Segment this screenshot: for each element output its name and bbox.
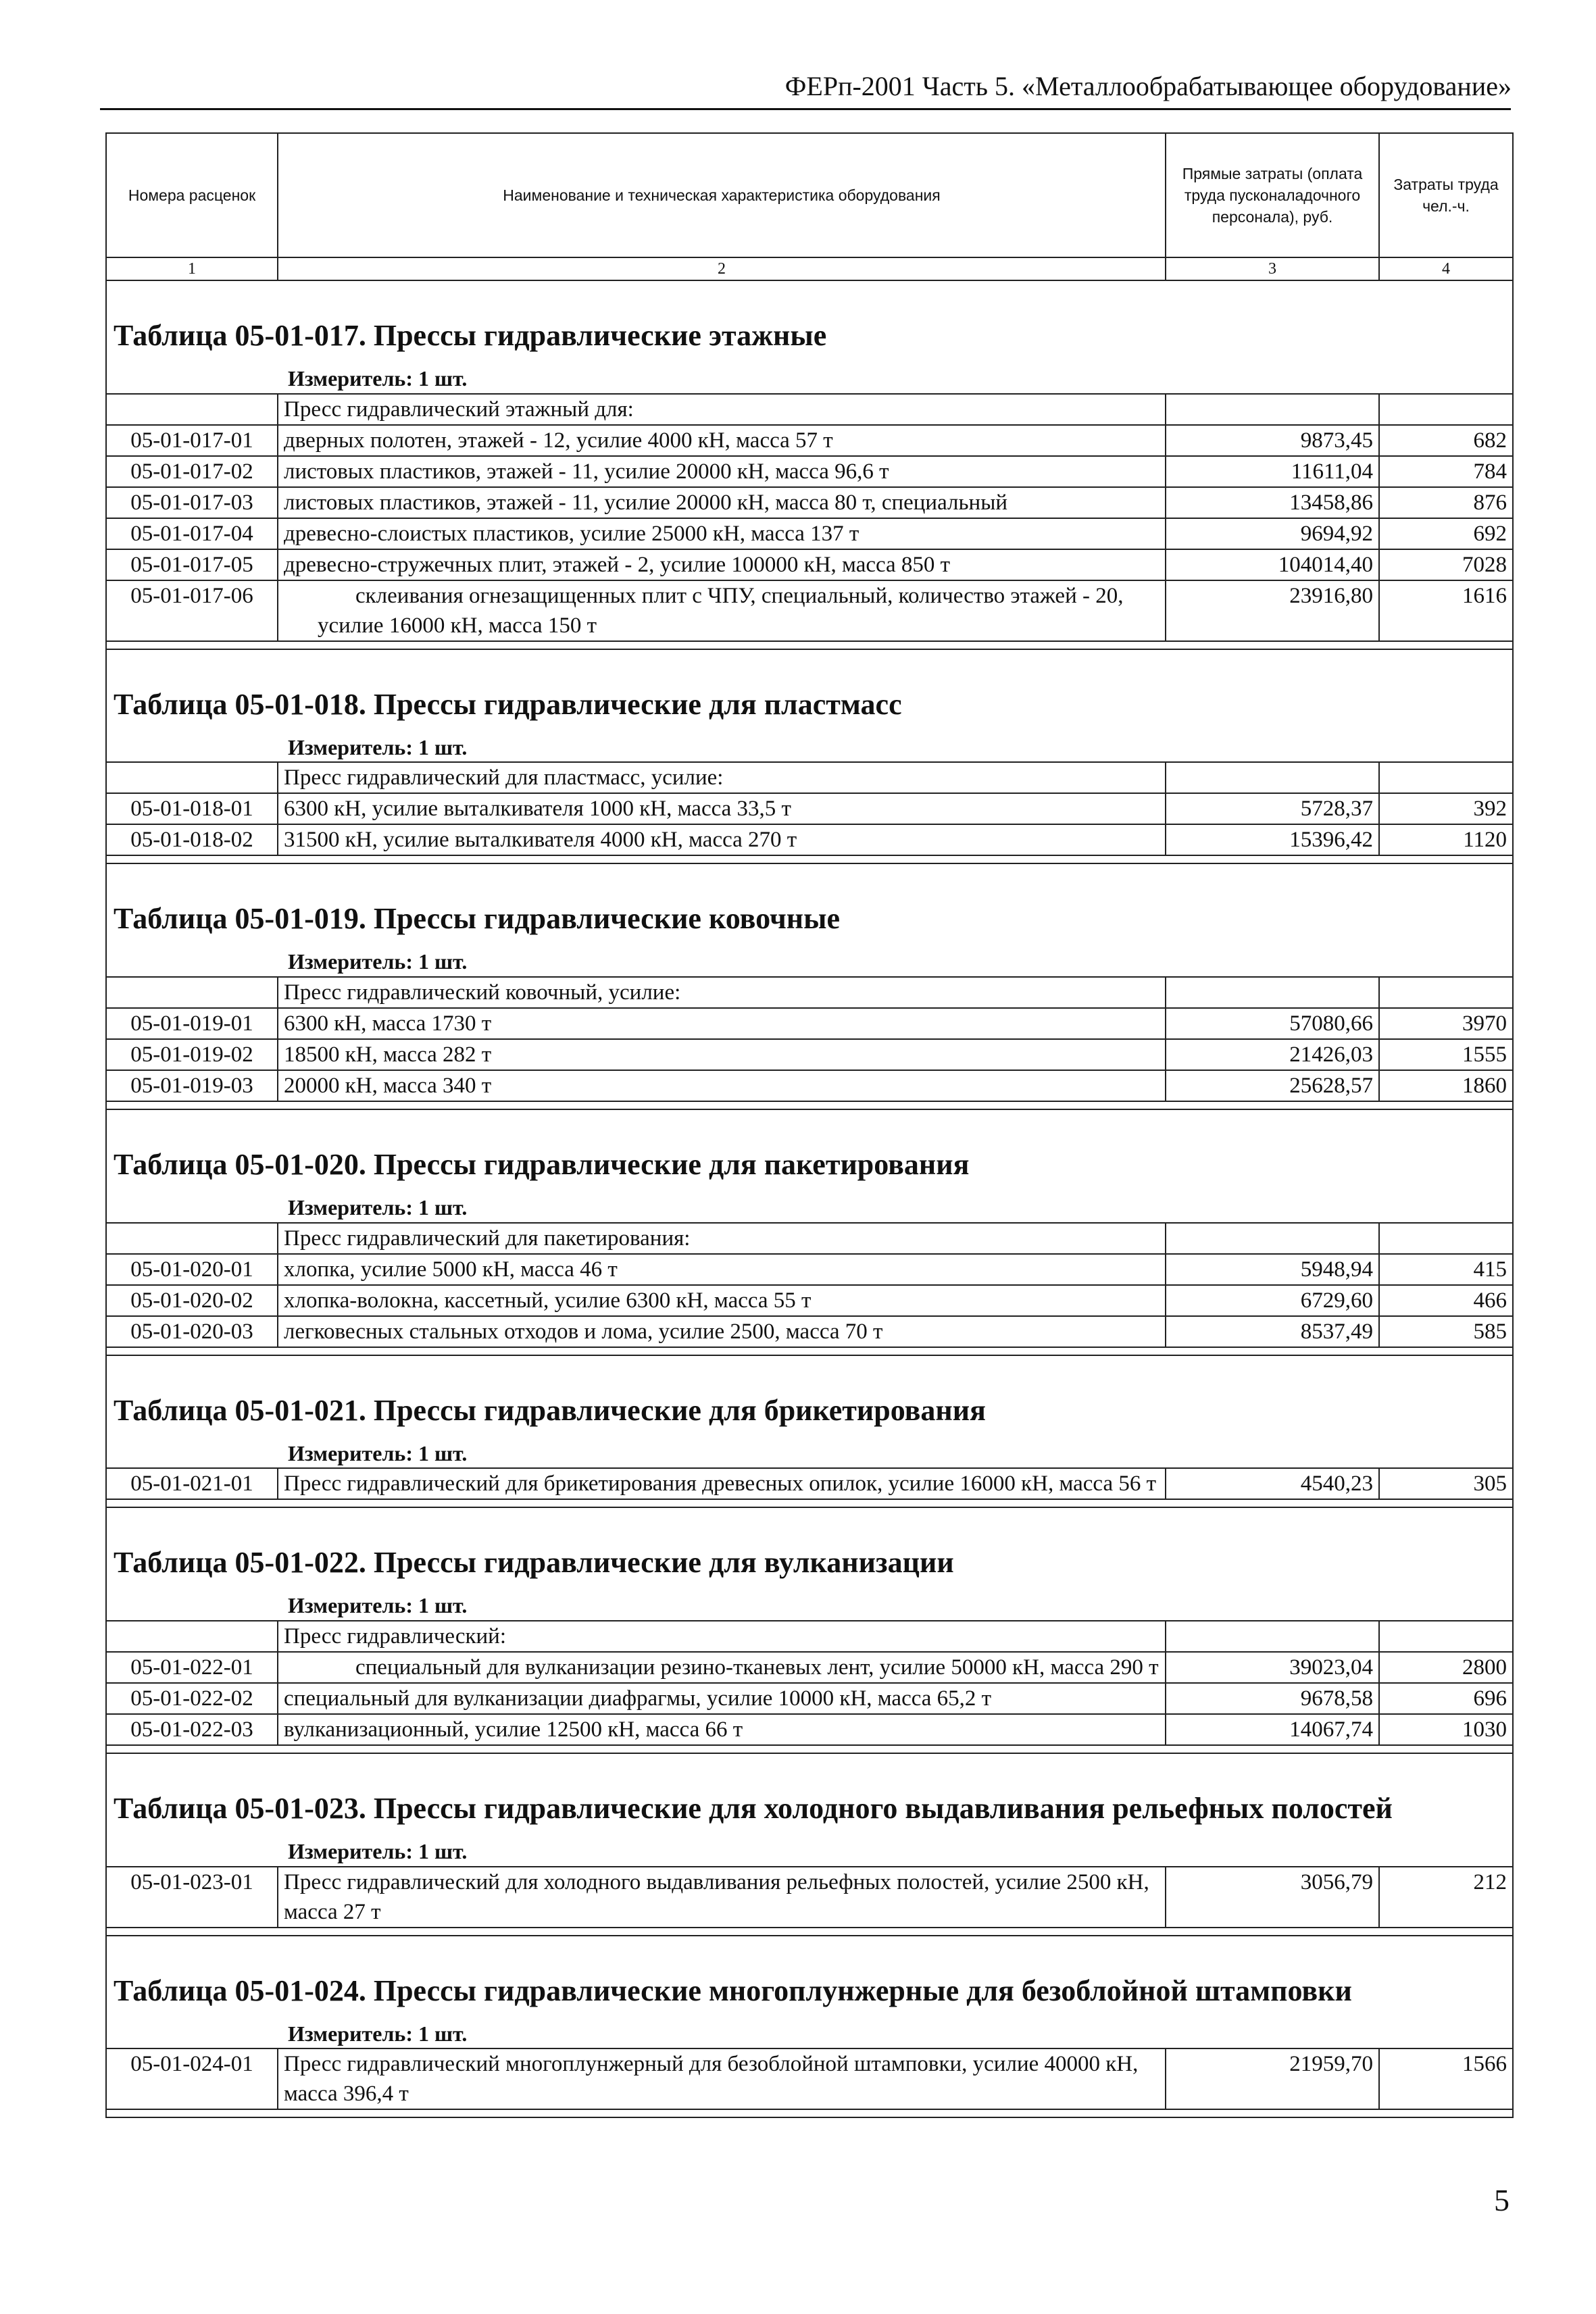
direct-cost: 6729,60 xyxy=(1166,1285,1379,1316)
section-title: Таблица 05-01-024. Прессы гидравлические многоплунжерные для безоблойной штамповки xyxy=(106,1936,1513,2020)
group-cost-empty xyxy=(1166,1223,1379,1254)
direct-cost: 21426,03 xyxy=(1166,1039,1379,1070)
equipment-description: Пресс гидравлический многоплунжерный для безоблойной штамповки, усилие 40000 кН, масса 396,4 т xyxy=(278,2048,1166,2109)
group-code-empty xyxy=(106,1223,278,1254)
section-unit: Измеритель: 1 шт. xyxy=(106,1592,1513,1621)
group-code-empty xyxy=(106,762,278,793)
column-number-row xyxy=(106,257,1513,280)
group-cost-empty xyxy=(1166,1621,1379,1652)
equipment-description: 6300 кН, масса 1730 т xyxy=(278,1008,1166,1039)
labor-cost: 585 xyxy=(1379,1316,1513,1347)
section-title-row xyxy=(106,1753,1513,1838)
section-title: Таблица 05-01-021. Прессы гидравлические для брикетирования xyxy=(106,1355,1513,1440)
group-cost-empty xyxy=(1166,762,1379,793)
direct-cost: 57080,66 xyxy=(1166,1008,1379,1039)
labor-cost: 784 xyxy=(1379,456,1513,487)
rate-code: 05-01-022-03 xyxy=(106,1714,278,1745)
column-header-name: Наименование и техническая характеристика оборудования xyxy=(278,133,1166,257)
labor-cost: 2800 xyxy=(1379,1652,1513,1683)
rate-code: 05-01-020-01 xyxy=(106,1254,278,1285)
section-title-row xyxy=(106,280,1513,365)
table-row xyxy=(106,1468,1513,1499)
labor-cost: 1566 xyxy=(1379,2048,1513,2109)
labor-cost: 212 xyxy=(1379,1867,1513,1928)
section-title: Таблица 05-01-019. Прессы гидравлические ковочные xyxy=(106,863,1513,948)
price-table-body xyxy=(106,133,1513,2117)
section-unit-row xyxy=(106,948,1513,977)
group-heading-row xyxy=(106,762,1513,793)
equipment-description: 6300 кН, усилие выталкивателя 1000 кН, масса 33,5 т xyxy=(278,793,1166,824)
group-heading: Пресс гидравлический этажный для: xyxy=(278,394,1166,425)
section-unit-row xyxy=(106,1592,1513,1621)
equipment-description: специальный для вулканизации диафрагмы, усилие 10000 кН, масса 65,2 т xyxy=(278,1683,1166,1714)
rate-code: 05-01-022-02 xyxy=(106,1683,278,1714)
section-unit: Измеритель: 1 шт. xyxy=(106,1194,1513,1223)
rate-code: 05-01-017-04 xyxy=(106,518,278,549)
group-labor-empty xyxy=(1379,394,1513,425)
labor-cost: 682 xyxy=(1379,425,1513,456)
direct-cost: 3056,79 xyxy=(1166,1867,1379,1928)
labor-cost: 692 xyxy=(1379,518,1513,549)
group-labor-empty xyxy=(1379,1621,1513,1652)
column-header-direct-cost: Прямые затраты (оплата труда пусконаладочного персонала), руб. xyxy=(1166,133,1379,257)
equipment-description: Пресс гидравлический для холодного выдавливания рельефных полостей, усилие 2500 кН, масса 27 т xyxy=(278,1867,1166,1928)
rate-code: 05-01-020-02 xyxy=(106,1285,278,1316)
equipment-description: склеивания огнезащищенных плит с ЧПУ, специальный, количество этажей - 20, усилие 16000 кН, масса 150 т xyxy=(278,580,1166,641)
section-title-row xyxy=(106,863,1513,948)
column-header-row xyxy=(106,133,1513,257)
equipment-description: специальный для вулканизации резино-тканевых лент, усилие 50000 кН, масса 290 т xyxy=(278,1652,1166,1683)
section-unit: Измеритель: 1 шт. xyxy=(106,365,1513,394)
labor-cost: 305 xyxy=(1379,1468,1513,1499)
equipment-description: листовых пластиков, этажей - 11, усилие 20000 кН, масса 96,6 т xyxy=(278,456,1166,487)
group-heading-row xyxy=(106,394,1513,425)
section-title: Таблица 05-01-022. Прессы гидравлические для вулканизации xyxy=(106,1507,1513,1592)
equipment-description: вулканизационный, усилие 12500 кН, масса 66 т xyxy=(278,1714,1166,1745)
section-spacer xyxy=(106,641,1513,649)
price-table xyxy=(105,132,1514,2118)
equipment-description: древесно-стружечных плит, этажей - 2, усилие 100000 кН, масса 850 т xyxy=(278,549,1166,580)
rate-code: 05-01-020-03 xyxy=(106,1316,278,1347)
equipment-description: Пресс гидравлический для брикетирования древесных опилок, усилие 16000 кН, масса 56 т xyxy=(278,1468,1166,1499)
group-code-empty xyxy=(106,977,278,1008)
labor-cost: 1030 xyxy=(1379,1714,1513,1745)
group-cost-empty xyxy=(1166,977,1379,1008)
rate-code: 05-01-018-02 xyxy=(106,824,278,855)
section-title: Таблица 05-01-023. Прессы гидравлические для холодного выдавливания рельефных полостей xyxy=(106,1753,1513,1838)
rate-code: 05-01-022-01 xyxy=(106,1652,278,1683)
labor-cost: 876 xyxy=(1379,487,1513,518)
labor-cost: 392 xyxy=(1379,793,1513,824)
labor-cost: 3970 xyxy=(1379,1008,1513,1039)
header-rule xyxy=(100,108,1511,110)
section-spacer-cell xyxy=(106,1347,1513,1355)
equipment-description: 20000 кН, масса 340 т xyxy=(278,1070,1166,1101)
direct-cost: 25628,57 xyxy=(1166,1070,1379,1101)
section-title: Таблица 05-01-018. Прессы гидравлические для пластмасс xyxy=(106,649,1513,734)
section-unit-row xyxy=(106,1440,1513,1469)
table-row xyxy=(106,549,1513,580)
labor-cost: 1860 xyxy=(1379,1070,1513,1101)
table-row xyxy=(106,1254,1513,1285)
equipment-description: древесно-слоистых пластиков, усилие 25000 кН, масса 137 т xyxy=(278,518,1166,549)
group-heading-row xyxy=(106,1223,1513,1254)
section-unit: Измеритель: 1 шт. xyxy=(106,2020,1513,2049)
rate-code: 05-01-017-06 xyxy=(106,580,278,641)
table-row xyxy=(106,580,1513,641)
group-heading: Пресс гидравлический ковочный, усилие: xyxy=(278,977,1166,1008)
section-spacer-cell xyxy=(106,1499,1513,1507)
section-unit-row xyxy=(106,1838,1513,1867)
table-row xyxy=(106,824,1513,855)
group-code-empty xyxy=(106,394,278,425)
rate-code: 05-01-017-03 xyxy=(106,487,278,518)
direct-cost: 5948,94 xyxy=(1166,1254,1379,1285)
group-heading: Пресс гидравлический: xyxy=(278,1621,1166,1652)
section-title: Таблица 05-01-020. Прессы гидравлические для пакетирования xyxy=(106,1109,1513,1194)
section-title-row xyxy=(106,1936,1513,2020)
section-title: Таблица 05-01-017. Прессы гидравлические этажные xyxy=(106,280,1513,365)
section-unit-row xyxy=(106,365,1513,394)
column-number-2: 2 xyxy=(278,257,1166,280)
labor-cost: 1555 xyxy=(1379,1039,1513,1070)
table-row xyxy=(106,1285,1513,1316)
equipment-description: дверных полотен, этажей - 12, усилие 4000 кН, масса 57 т xyxy=(278,425,1166,456)
section-unit: Измеритель: 1 шт. xyxy=(106,734,1513,763)
table-row xyxy=(106,1070,1513,1101)
section-title-row xyxy=(106,1109,1513,1194)
direct-cost: 15396,42 xyxy=(1166,824,1379,855)
labor-cost: 466 xyxy=(1379,1285,1513,1316)
direct-cost: 39023,04 xyxy=(1166,1652,1379,1683)
rate-code: 05-01-019-03 xyxy=(106,1070,278,1101)
group-labor-empty xyxy=(1379,977,1513,1008)
direct-cost: 21959,70 xyxy=(1166,2048,1379,2109)
section-spacer xyxy=(106,1499,1513,1507)
equipment-description: легковесных стальных отходов и лома, усилие 2500, масса 70 т xyxy=(278,1316,1166,1347)
table-row xyxy=(106,425,1513,456)
section-spacer xyxy=(106,855,1513,863)
column-number-4: 4 xyxy=(1379,257,1513,280)
group-labor-empty xyxy=(1379,1223,1513,1254)
rate-code: 05-01-017-05 xyxy=(106,549,278,580)
rate-code: 05-01-018-01 xyxy=(106,793,278,824)
group-heading-row xyxy=(106,977,1513,1008)
section-spacer-cell xyxy=(106,1101,1513,1109)
section-spacer xyxy=(106,1928,1513,1936)
rate-code: 05-01-021-01 xyxy=(106,1468,278,1499)
table-row xyxy=(106,1652,1513,1683)
labor-cost: 696 xyxy=(1379,1683,1513,1714)
direct-cost: 14067,74 xyxy=(1166,1714,1379,1745)
page-number: 5 xyxy=(1494,2183,1510,2217)
labor-cost: 7028 xyxy=(1379,549,1513,580)
rate-code: 05-01-017-01 xyxy=(106,425,278,456)
section-unit-row xyxy=(106,1194,1513,1223)
table-row xyxy=(106,1008,1513,1039)
table-row xyxy=(106,518,1513,549)
direct-cost: 9678,58 xyxy=(1166,1683,1379,1714)
direct-cost: 11611,04 xyxy=(1166,456,1379,487)
column-header-code: Номера расценок xyxy=(106,133,278,257)
table-row xyxy=(106,1683,1513,1714)
section-spacer xyxy=(106,1745,1513,1753)
section-spacer-cell xyxy=(106,641,1513,649)
equipment-description: хлопка-волокна, кассетный, усилие 6300 кН, масса 55 т xyxy=(278,1285,1166,1316)
section-spacer-cell xyxy=(106,855,1513,863)
section-spacer-cell xyxy=(106,1928,1513,1936)
column-header-labor: Затраты труда чел.-ч. xyxy=(1379,133,1513,257)
section-title-row xyxy=(106,649,1513,734)
section-title-row xyxy=(106,1355,1513,1440)
rate-code: 05-01-023-01 xyxy=(106,1867,278,1928)
table-row xyxy=(106,1867,1513,1928)
direct-cost: 9694,92 xyxy=(1166,518,1379,549)
equipment-description: 18500 кН, масса 282 т xyxy=(278,1039,1166,1070)
section-unit: Измеритель: 1 шт. xyxy=(106,1838,1513,1867)
labor-cost: 1120 xyxy=(1379,824,1513,855)
equipment-description: 31500 кН, усилие выталкивателя 4000 кН, масса 270 т xyxy=(278,824,1166,855)
table-row xyxy=(106,2048,1513,2109)
rate-code: 05-01-024-01 xyxy=(106,2048,278,2109)
section-unit-row xyxy=(106,2020,1513,2049)
column-number-3: 3 xyxy=(1166,257,1379,280)
direct-cost: 4540,23 xyxy=(1166,1468,1379,1499)
rate-code: 05-01-019-01 xyxy=(106,1008,278,1039)
labor-cost: 1616 xyxy=(1379,580,1513,641)
direct-cost: 23916,80 xyxy=(1166,580,1379,641)
direct-cost: 9873,45 xyxy=(1166,425,1379,456)
rate-code: 05-01-019-02 xyxy=(106,1039,278,1070)
section-spacer-cell xyxy=(106,1745,1513,1753)
table-row xyxy=(106,456,1513,487)
section-unit: Измеритель: 1 шт. xyxy=(106,1440,1513,1469)
section-spacer xyxy=(106,2109,1513,2117)
section-unit: Измеритель: 1 шт. xyxy=(106,948,1513,977)
column-number-1: 1 xyxy=(106,257,278,280)
direct-cost: 13458,86 xyxy=(1166,487,1379,518)
direct-cost: 8537,49 xyxy=(1166,1316,1379,1347)
table-row xyxy=(106,793,1513,824)
running-header: ФЕРп-2001 Часть 5. «Металлообрабатывающее оборудование» xyxy=(784,71,1512,101)
equipment-description: хлопка, усилие 5000 кН, масса 46 т xyxy=(278,1254,1166,1285)
direct-cost: 104014,40 xyxy=(1166,549,1379,580)
section-spacer-cell xyxy=(106,2109,1513,2117)
section-unit-row xyxy=(106,734,1513,763)
labor-cost: 415 xyxy=(1379,1254,1513,1285)
table-row xyxy=(106,1039,1513,1070)
rate-code: 05-01-017-02 xyxy=(106,456,278,487)
group-heading: Пресс гидравлический для пакетирования: xyxy=(278,1223,1166,1254)
group-code-empty xyxy=(106,1621,278,1652)
table-row xyxy=(106,1316,1513,1347)
section-spacer xyxy=(106,1101,1513,1109)
section-title-row xyxy=(106,1507,1513,1592)
group-heading: Пресс гидравлический для пластмасс, усилие: xyxy=(278,762,1166,793)
group-heading-row xyxy=(106,1621,1513,1652)
section-spacer xyxy=(106,1347,1513,1355)
group-labor-empty xyxy=(1379,762,1513,793)
table-row xyxy=(106,1714,1513,1745)
equipment-description: листовых пластиков, этажей - 11, усилие 20000 кН, масса 80 т, специальный xyxy=(278,487,1166,518)
direct-cost: 5728,37 xyxy=(1166,793,1379,824)
group-cost-empty xyxy=(1166,394,1379,425)
table-row xyxy=(106,487,1513,518)
